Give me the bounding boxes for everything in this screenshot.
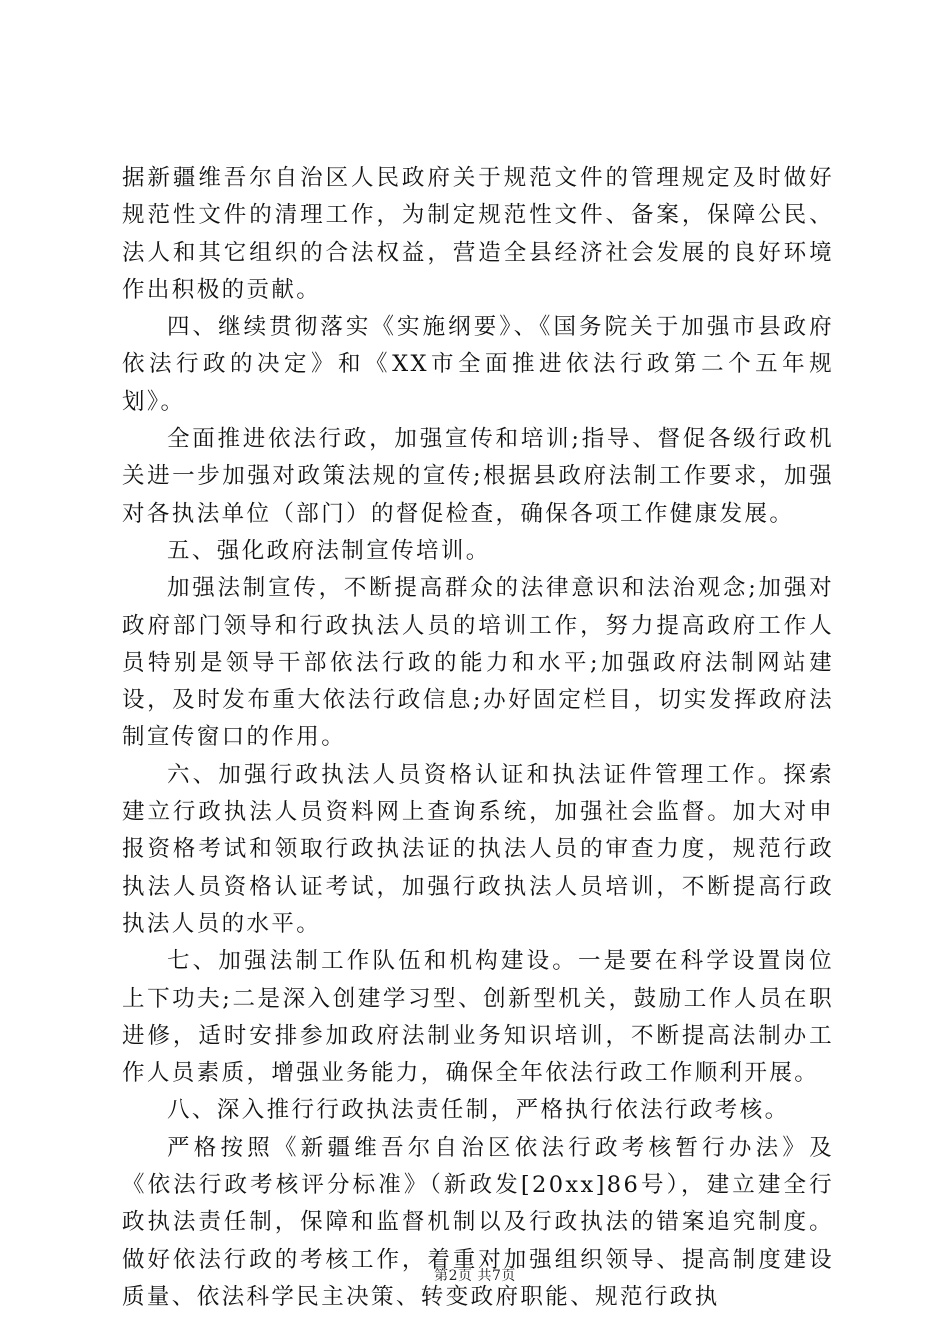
paragraph-5: 加强法制宣传，不断提高群众的法律意识和法治观念;加强对政府部门领导和行政执法人员的培训工作，努力提高政府工作人员特别是领导干部依法行政的能力和水平;加强政府法制网站建设，及时发布重大依法行政信息;办好固定栏目，切实发挥政府法制宣传窗口的作用。 (122, 575, 834, 751)
page-number: 第2页 共7页 (434, 1268, 516, 1284)
page-footer (0, 1266, 950, 1286)
paragraph-9: 严格按照《新疆维吾尔自治区依法行政考核暂行办法》及《依法行政考核评分标准》（新政发[20xx]86号），建立建全行政执法责任制，保障和监督机制以及行政执法的错案追究制度。做好依法行政的考核工作，着重对加强组织领导、提高制度建设质量、依法科学民主决策、转变政府职能、规范行政执 (122, 1134, 834, 1310)
paragraph-1: 据新疆维吾尔自治区人民政府关于规范文件的管理规定及时做好规范性文件的清理工作，为制定规范性文件、备案，保障公民、法人和其它组织的合法权益，营造全县经济社会发展的良好环境作出积极的贡献。 (122, 165, 834, 303)
paragraph-8: 八、深入推行行政执法责任制，严格执行依法行政考核。 (167, 1097, 790, 1124)
paragraph-7: 七、加强法制工作队伍和机构建设。一是要在科学设置岗位上下功夫;二是深入创建学习型、创新型机关，鼓励工作人员在职进修，适时安排参加政府法制业务知识培训，不断提高法制办工作人员素质，增强业务能力，确保全年依法行政工作顺利开展。 (122, 948, 834, 1087)
paragraph-4: 五、强化政府法制宣传培训。 (167, 537, 491, 564)
paragraph-3: 全面推进依法行政，加强宣传和培训;指导、督促各级行政机关进一步加强对政策法规的宣传;根据县政府法制工作要求，加强对各执法单位（部门）的督促检查，确保各项工作健康发展。 (122, 426, 834, 527)
paragraph-2: 四、继续贯彻落实《实施纲要》、《国务院关于加强市县政府依法行政的决定》和《XX市全面推进依法行政第二个五年规划》。 (122, 314, 834, 415)
paragraph-6: 六、加强行政执法人员资格认证和执法证件管理工作。探索建立行政执法人员资料网上查询系统，加强社会监督。加大对申报资格考试和领取行政执法证的执法人员的审查力度，规范行政执法人员资格认证考试，加强行政执法人员培训，不断提高行政执法人员的水平。 (122, 761, 834, 937)
document-body (122, 160, 834, 1316)
